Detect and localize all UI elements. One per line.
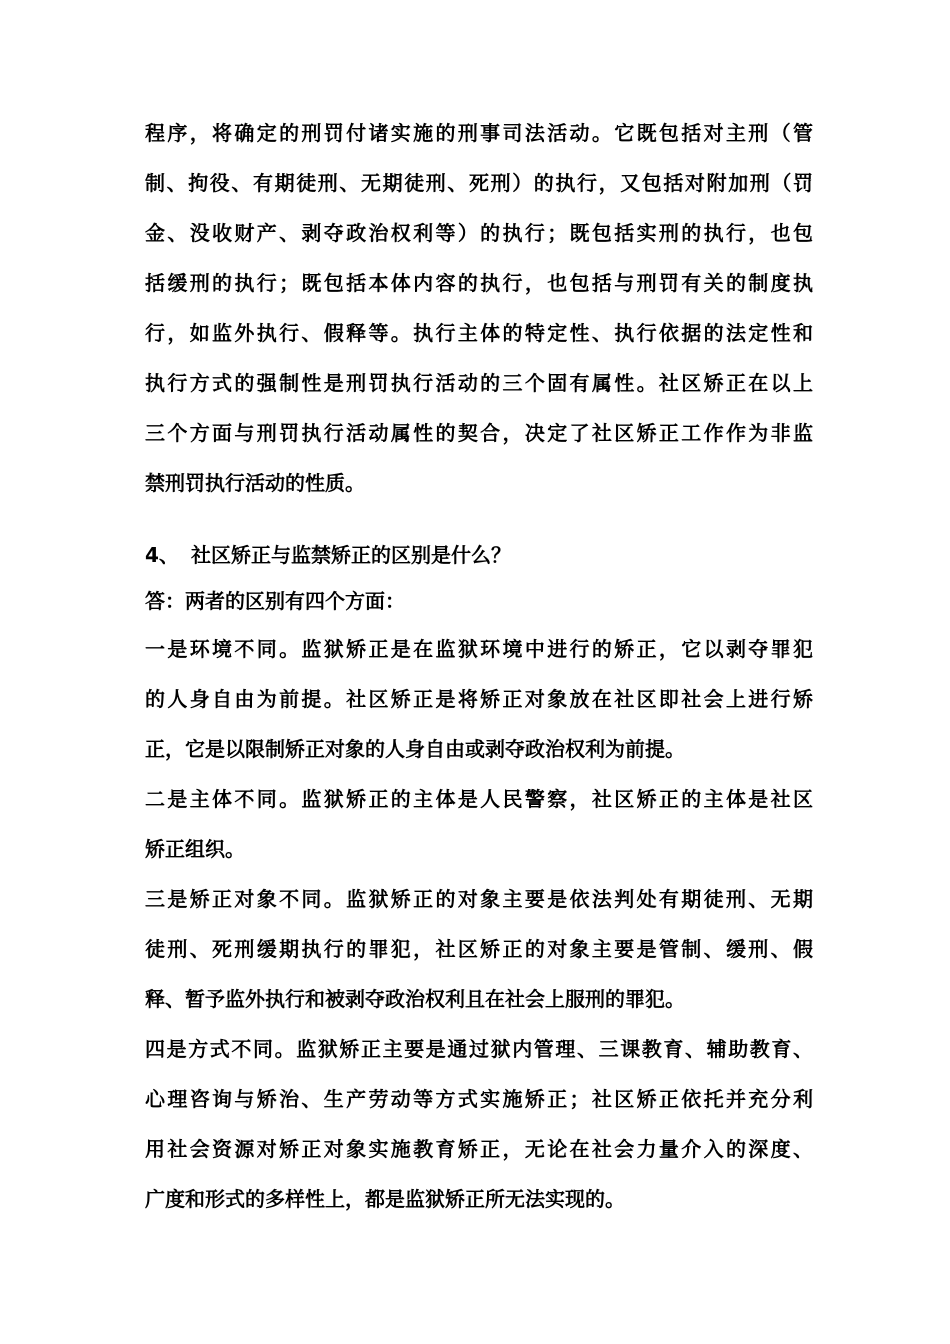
text-line: 金、没收财产、剥夺政治权利等）的执行；既包括实刑的执行，也包 [145, 221, 813, 245]
question-number: 4、 [145, 543, 179, 567]
text-line: 用社会资源对矫正对象实施教育矫正，无论在社会力量介入的深度、 [145, 1137, 813, 1161]
text-line: 三是矫正对象不同。监狱矫正的对象主要是依法判处有期徒刑、无期 [145, 887, 813, 911]
point-method [145, 1024, 813, 1224]
text-line: 广度和形式的多样性上，都是监狱矫正所无法实现的。 [145, 1187, 625, 1211]
text-line: 矫正组织。 [145, 837, 245, 861]
text-line: 一是环境不同。监狱矫正是在监狱环境中进行的矫正，它以剥夺罪犯 [145, 637, 813, 661]
text-line: 释、暂予监外执行和被剥夺政治权利且在社会上服刑的罪犯。 [145, 987, 685, 1011]
text-line: 二是主体不同。监狱矫正的主体是人民警察，社区矫正的主体是社区 [145, 787, 813, 811]
text-line: 括缓刑的执行；既包括本体内容的执行，也包括与刑罚有关的制度执 [145, 271, 813, 295]
text-line: 正，它是以限制矫正对象的人身自由或剥夺政治权利为前提。 [145, 737, 685, 761]
text-line: 的人身自由为前提。社区矫正是将矫正对象放在社区即社会上进行矫 [145, 687, 813, 711]
text-line: 徒刑、死刑缓期执行的罪犯，社区矫正的对象主要是管制、缓刑、假 [145, 937, 813, 961]
text-line: 程序，将确定的刑罚付诸实施的刑事司法活动。它既包括对主刑（管 [145, 121, 813, 145]
paragraph-spacer [145, 508, 813, 532]
text-line: 四是方式不同。监狱矫正主要是通过狱内管理、三课教育、辅助教育、 [145, 1037, 813, 1061]
point-subject [145, 774, 813, 874]
text-line: 行，如监外执行、假释等。执行主体的特定性、执行依据的法定性和 [145, 321, 813, 345]
paragraph-execution-nature [145, 108, 813, 508]
answer-intro: 答：两者的区别有四个方面： [145, 589, 405, 613]
question-heading [145, 532, 813, 578]
document-body [145, 108, 813, 1224]
text-line: 心理咨询与矫治、生产劳动等方式实施矫正；社区矫正依托并充分利 [145, 1087, 813, 1111]
question-text: 社区矫正与监禁矫正的区别是什么？ [191, 543, 511, 567]
point-object [145, 874, 813, 1024]
text-line: 禁刑罚执行活动的性质。 [145, 471, 365, 495]
text-line: 执行方式的强制性是刑罚执行活动的三个固有属性。社区矫正在以上 [145, 371, 813, 395]
text-line: 制、拘役、有期徒刑、无期徒刑、死刑）的执行，又包括对附加刑（罚 [145, 171, 813, 195]
text-line: 三个方面与刑罚执行活动属性的契合，决定了社区矫正工作作为非监 [145, 421, 813, 445]
point-environment [145, 624, 813, 774]
